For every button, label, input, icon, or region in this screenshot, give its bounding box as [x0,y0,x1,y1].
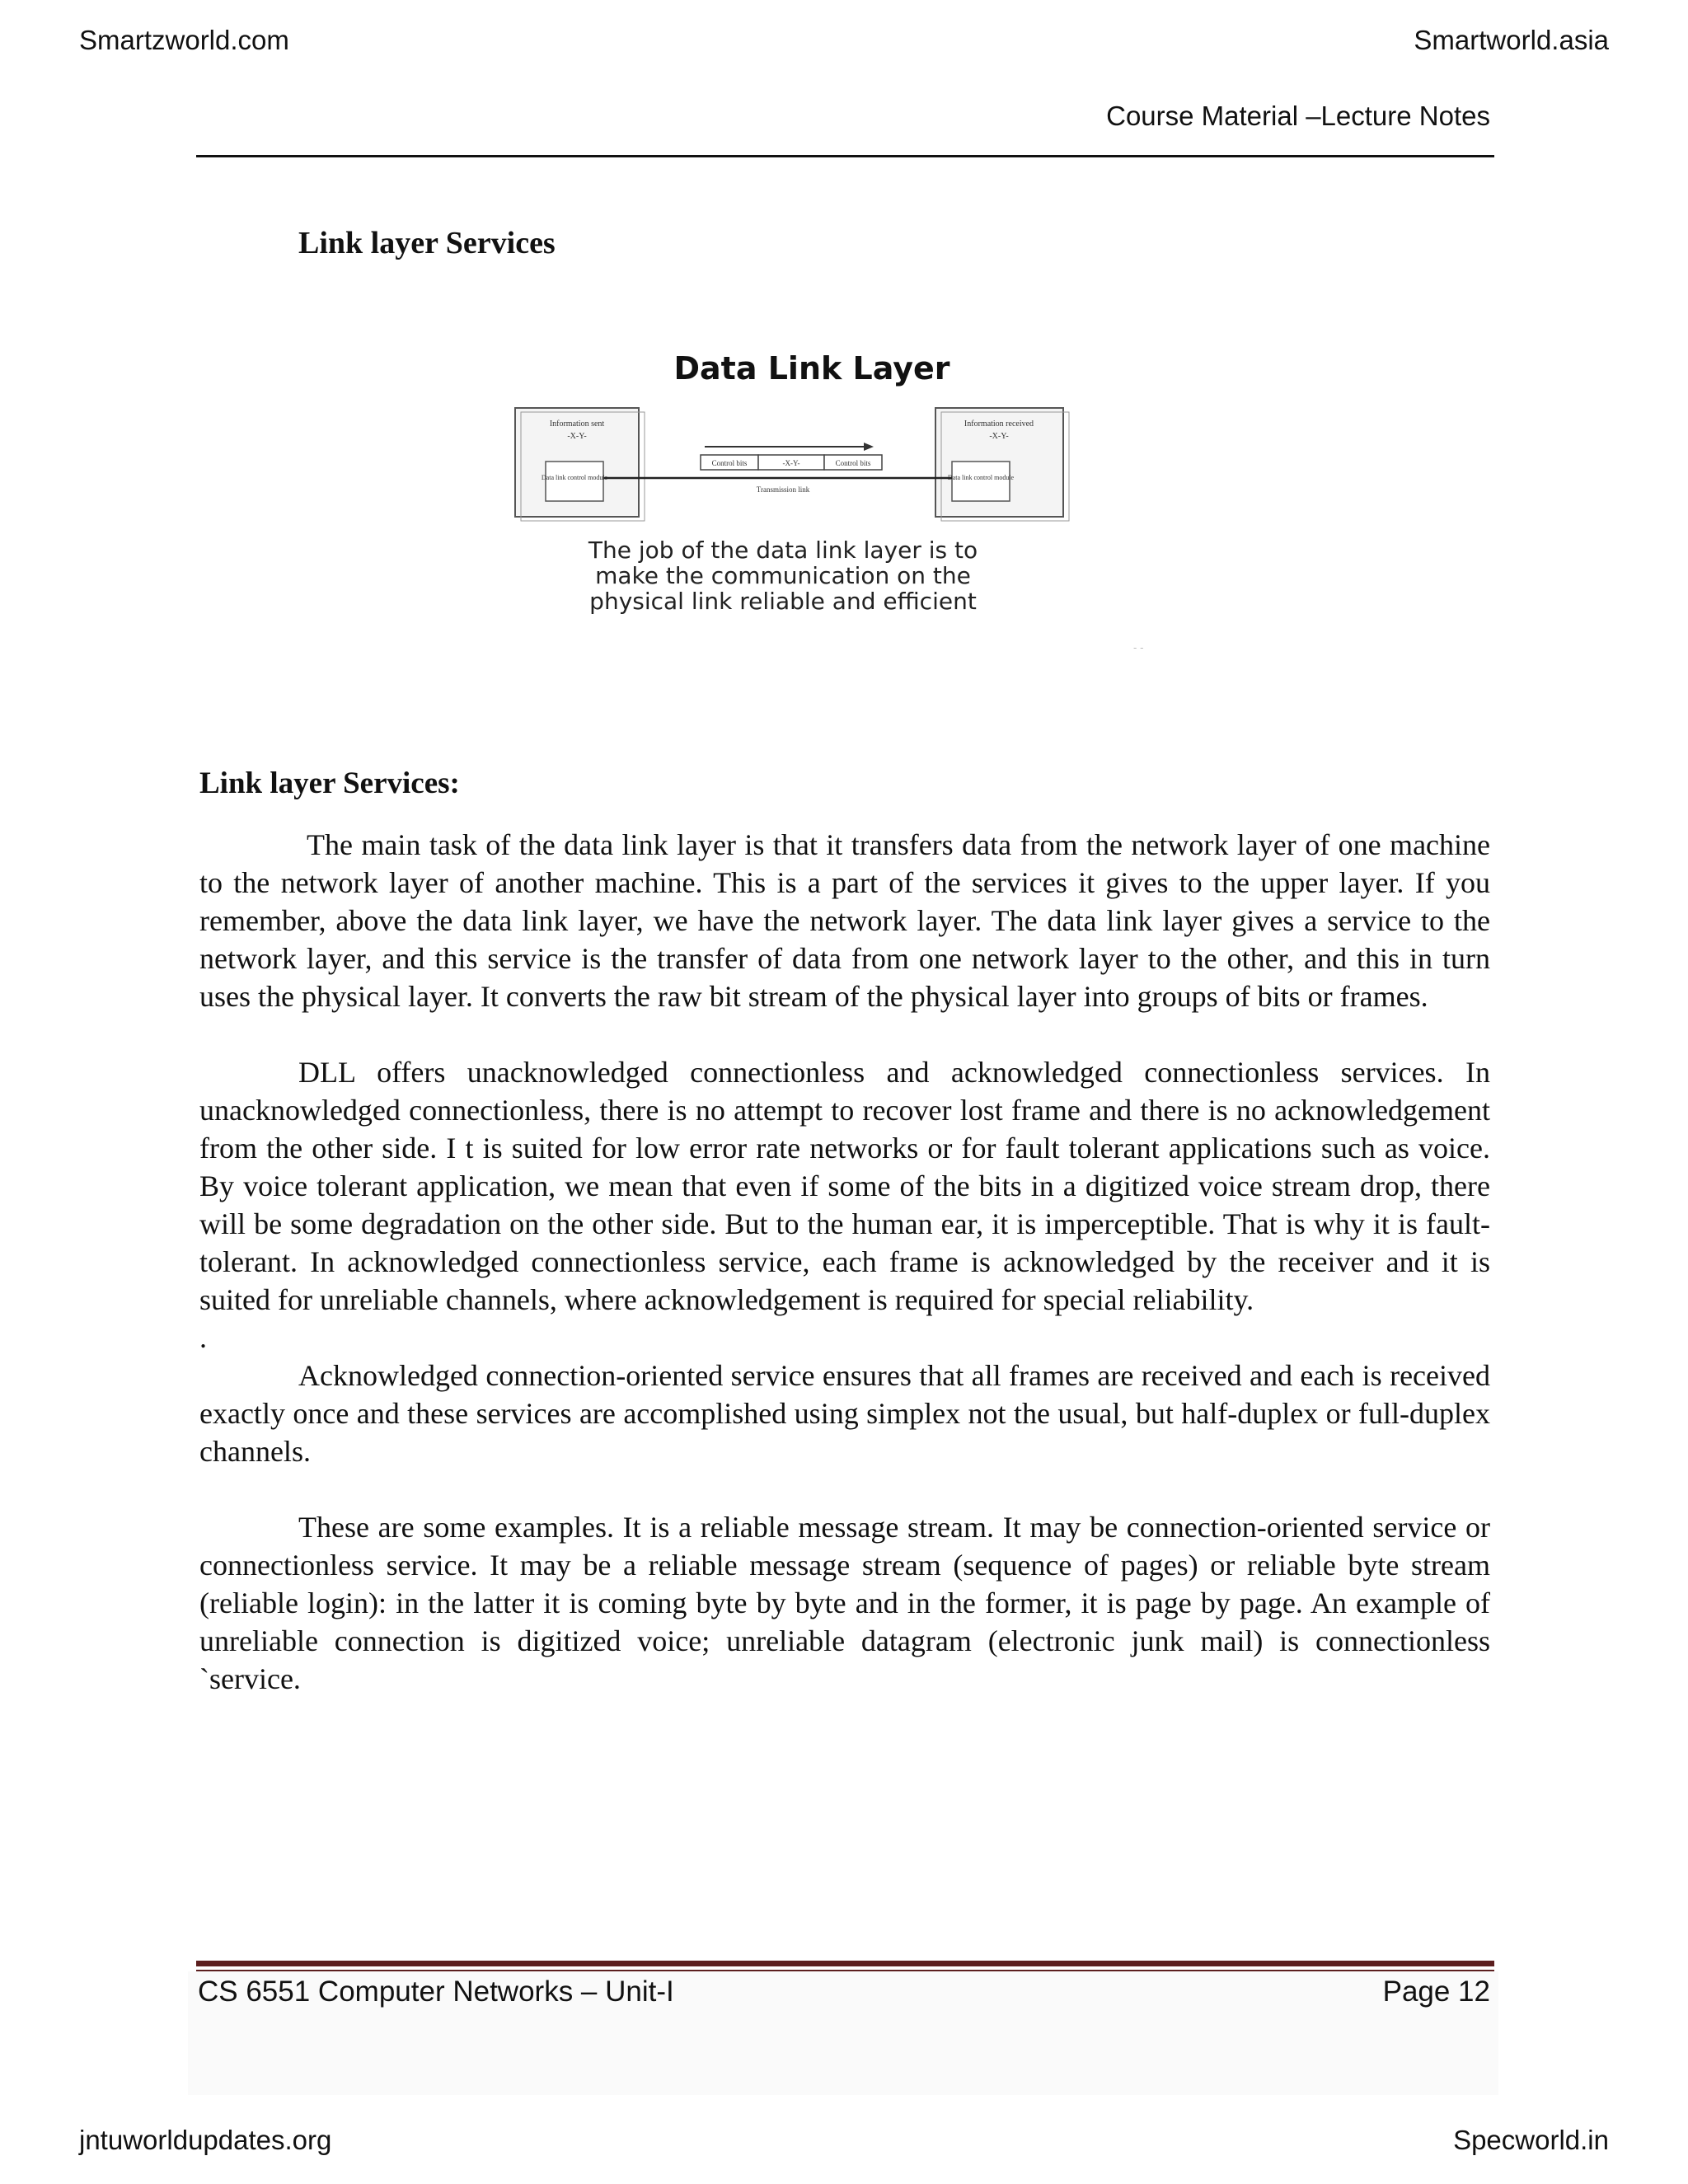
paragraph-1: The main task of the data link layer is that it transfers data from the network layer of one machine to the network layer of another machine. This is a part of the services it gives to the upper layer. If you remember, above the data link layer, we have the network layer. The data link layer gives a service to the network layer, and this service is the transfer of data from one network layer to the other, and this in turn uses the physical layer. It converts the raw bit stream of the physical layer into groups of bits or frames. [199,828,1490,1013]
footer-rule-thick [196,1961,1494,1966]
paragraph-3: Acknowledged connection-oriented service ensures that all frames are received and each is received exactly once and these services are accomplished using simplex not the usual, but half-duplex or full-duplex channels. [199,1359,1490,1468]
figure-stray-mark: - - [1133,642,1144,654]
corner-watermark-top-right: Smartworld.asia [1414,25,1609,55]
stray-dot: . [199,1321,207,1354]
paragraph-2: DLL offers unacknowledged connectionless and acknowledged connectionless services. In unacknowledged connectionless, there is no attempt to recover lost frame and there is no acknowledgement from the other side. I t is suited for low error rate networks or for fault tolerant applications such as voice. By voice tolerant application, we mean that even if some of the bits in a digitized voice stream drop, there will be some degradation on the other side. But to the human ear, it is imperceptible. That is why it is fault-tolerant. In acknowledged connectionless service, each frame is acknowledged by the receiver and it is suited for unreliable channels, where acknowledgement is required for special reliability. [199,1056,1490,1316]
sender-module-label: Data link control module [541,474,608,481]
frame-right-label: Control bits [835,459,871,467]
truncated-heading: Link layer Services [298,226,556,260]
corner-watermark-bottom-right: Specworld.in [1453,2125,1609,2155]
footer-rule-thin [196,1970,1494,1971]
frame-left-label: Control bits [711,459,748,467]
receiver-module-label: Data link control module [947,474,1015,481]
header-rule [196,155,1494,157]
course-material-header: Course Material –Lecture Notes [1106,101,1490,131]
figure-caption-line-1: The job of the data link layer is to [588,537,978,564]
data-link-layer-figure [503,346,1162,659]
figure-caption-line-2: make the communication on the [595,562,971,589]
sender-module-box [546,462,603,501]
transmission-link-label: Transmission link [756,485,810,494]
receiver-sub: -X-Y- [989,432,1009,441]
corner-watermark-top-left: Smartzworld.com [79,25,289,55]
body-text [199,765,1490,1698]
receiver-label: Information received [964,419,1034,429]
footer-page-number: Page 12 [1382,1975,1490,2008]
paragraph-4: These are some examples. It is a reliable message stream. It may be connection-oriented service or connectionless service. It may be a reliable message stream (sequence of pages) or reliable byte stream (reliable login): in the latter it is coming byte by byte and in the former, it is page by page. An example of unreliable connection is digitized voice; unreliable datagram (electronic junk mail) is connectionless `service. [199,1511,1490,1695]
receiver-module-box [952,462,1010,501]
corner-watermark-bottom-left: jntuworldupdates.org [79,2125,332,2155]
figure-caption [503,537,1063,614]
section-heading: Link layer Services: [199,766,460,800]
sender-sub: -X-Y- [567,432,587,441]
footer-course-title: CS 6551 Computer Networks – Unit-I [198,1975,674,2008]
frame-mid-label: -X-Y- [782,459,800,467]
direction-arrow-head [864,443,874,451]
sender-label: Information sent [549,419,605,429]
figure-title: Data Link Layer [673,350,950,387]
figure-caption-line-3: physical link reliable and efficient [589,588,977,615]
